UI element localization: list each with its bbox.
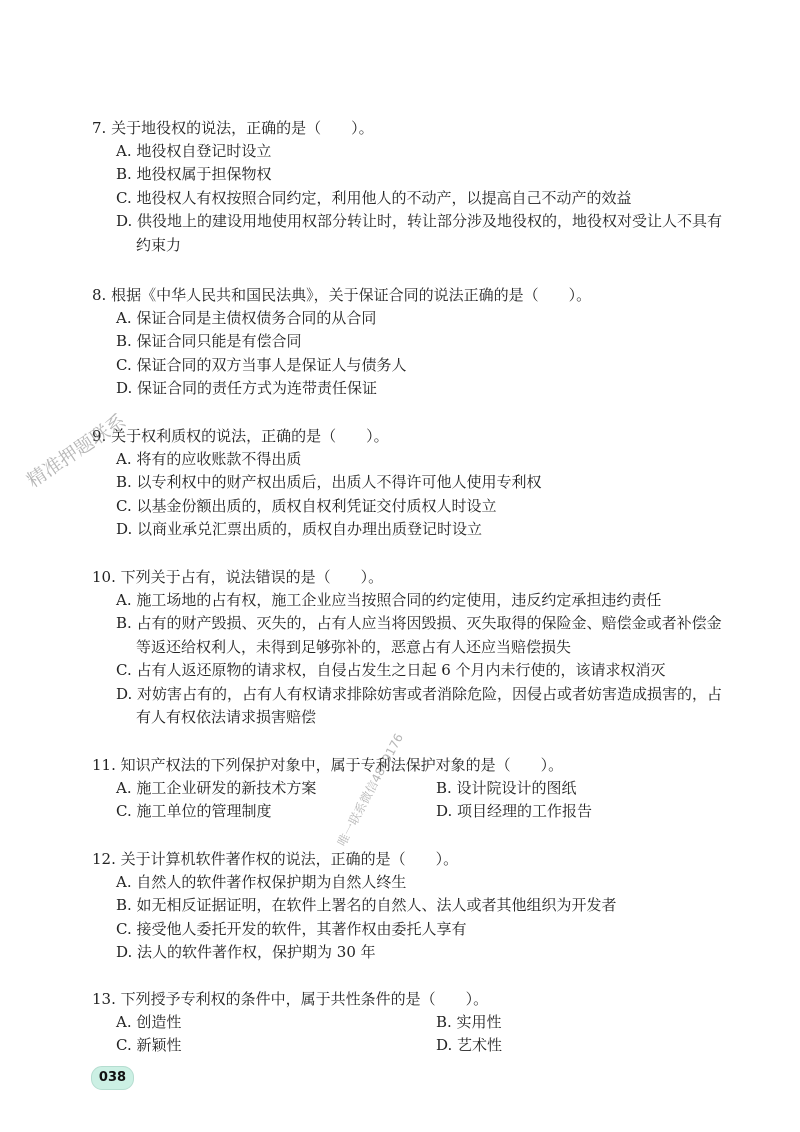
option-c: C. 施工单位的管理制度 (116, 802, 272, 821)
option-c: C. 占有人返还原物的请求权，自侵占发生之日起 6 个月内未行使的，该请求权消灭 (116, 661, 666, 680)
option-d: D. 项目经理的工作报告 (436, 802, 593, 821)
option-a: A. 自然人的软件著作权保护期为自然人终生 (116, 873, 407, 891)
option-c: C. 保证合同的双方当事人是保证人与债务人 (116, 355, 407, 374)
question-11 (92, 754, 732, 824)
option-b: B. 保证合同只能是有偿合同 (116, 332, 302, 351)
page-number-badge: 038 (91, 1066, 134, 1090)
question-stem: 8. 根据《中华人民共和国民法典》，关于保证合同的说法正确的是（ ）。 (92, 286, 592, 304)
option-a: A. 创造性 (116, 1013, 182, 1031)
question-9 (92, 425, 732, 542)
option-d: D. 供役地上的建设用地使用权部分转让时，转让部分涉及地役权的，地役权对受让人不具有约束力 (116, 212, 723, 254)
option-d: D. 以商业承兑汇票出质的，质权自办理出质登记时设立 (116, 520, 483, 539)
option-b: B. 占有的财产毁损、灭失的，占有人应当将因毁损、灭失取得的保险金、赔偿金或者补偿金等返还给权利人，未得到足够弥补的，恶意占有人还应当赔偿损失 (116, 614, 722, 656)
question-7 (92, 117, 732, 257)
option-b: B. 地役权属于担保物权 (116, 165, 272, 184)
question-stem: 13. 下列授予专利权的条件中，属于共性条件的是（ ）。 (92, 990, 489, 1008)
option-c: C. 接受他人委托开发的软件，其著作权由委托人享有 (116, 919, 467, 938)
question-10 (92, 566, 732, 729)
question-8 (92, 284, 732, 401)
option-b: B. 设计院设计的图纸 (436, 779, 577, 797)
option-c: C. 以基金份额出质的，质权自权利凭证交付质权人时设立 (116, 496, 497, 515)
watermark-text: 精准押题联系 (23, 410, 130, 493)
question-stem: 11. 知识产权法的下列保护对象中，属于专利法保护对象的是（ ）。 (92, 756, 564, 774)
option-b: B. 实用性 (436, 1013, 502, 1031)
option-b: B. 如无相反证据证明，在软件上署名的自然人、法人或者其他组织为开发者 (116, 896, 617, 915)
question-13 (92, 988, 732, 1058)
option-a: A. 保证合同是主债权债务合同的从合同 (116, 309, 377, 327)
option-d: D. 对妨害占有的，占有人有权请求排除妨害或者消除危险，因侵占或者妨害造成损害的，占有人有权依法请求损害赔偿 (116, 684, 723, 727)
option-c: C. 新颖性 (116, 1036, 182, 1055)
option-a: A. 施工企业研发的新技术方案 (116, 779, 317, 797)
question-stem: 12. 关于计算机软件著作权的说法，正确的是（ ）。 (92, 850, 459, 868)
option-c: C. 地役权人有权按照合同约定，利用他人的不动产，以提高自己不动产的效益 (116, 188, 632, 207)
option-a: A. 地役权自登记时设立 (116, 142, 272, 160)
option-a: A. 将有的应收账款不得出质 (116, 450, 302, 468)
question-stem: 9. 关于权利质权的说法，正确的是（ ）。 (92, 427, 389, 445)
option-a: A. 施工场地的占有权，施工企业应当按照合同的约定使用，违反约定承担违约责任 (116, 591, 662, 609)
option-d: D. 保证合同的责任方式为连带责任保证 (116, 379, 378, 398)
option-b: B. 以专利权中的财产权出质后，出质人不得许可他人使用专利权 (116, 473, 542, 492)
question-stem: 7. 关于地役权的说法，正确的是（ ）。 (92, 119, 374, 137)
question-stem: 10. 下列关于占有，说法错误的是（ ）。 (92, 568, 384, 586)
option-d: D. 艺术性 (436, 1036, 503, 1055)
question-12 (92, 848, 732, 965)
watermark-text: 唯一联系微信4849176 (334, 731, 407, 849)
option-d: D. 法人的软件著作权，保护期为 30 年 (116, 943, 376, 962)
